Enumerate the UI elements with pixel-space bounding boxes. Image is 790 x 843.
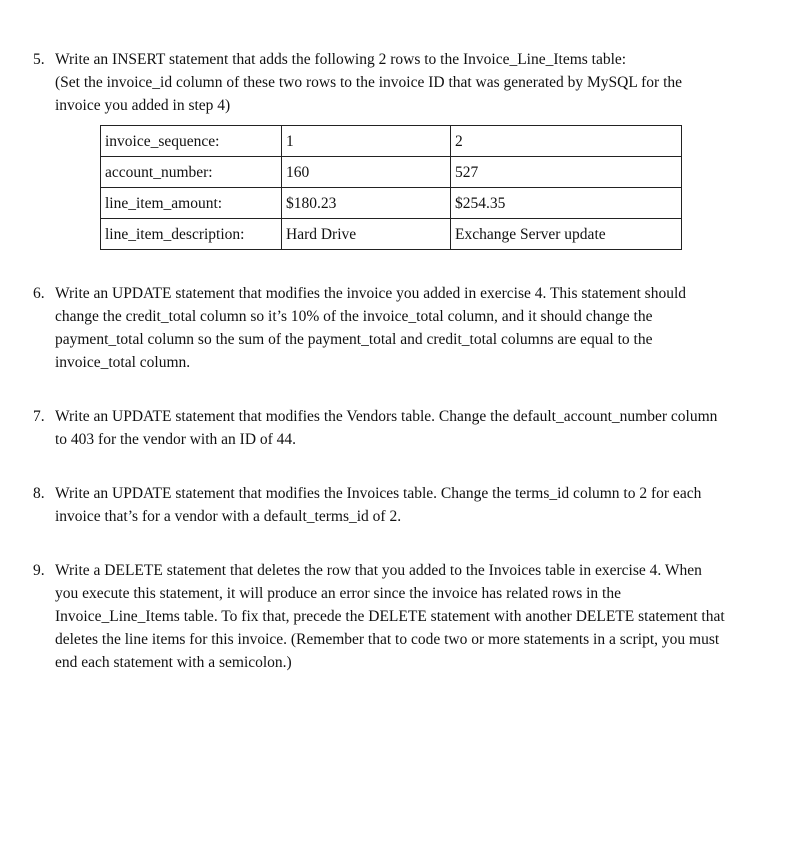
table-cell-field: account_number:	[101, 157, 282, 188]
question-text-line: payment_total column so the sum of the payment_total and credit_total columns are equal to the	[55, 331, 653, 348]
question-9	[33, 559, 763, 674]
table-cell-row2: 527	[451, 157, 682, 188]
table-cell-row1: $180.23	[282, 188, 451, 219]
table-cell-row2: Exchange Server update	[451, 219, 682, 250]
table-row	[101, 188, 682, 219]
question-text-line: invoice_total column.	[55, 354, 191, 371]
table-cell-row1: 160	[282, 157, 451, 188]
table-row	[101, 219, 682, 250]
question-number: 9.	[33, 562, 45, 579]
question-6	[33, 282, 763, 374]
table-cell-row1: Hard Drive	[282, 219, 451, 250]
question-text-line: invoice you added in step 4)	[55, 97, 231, 114]
question-number: 5.	[33, 51, 45, 68]
question-number: 7.	[33, 408, 45, 425]
question-text-line: you execute this statement, it will produce an error since the invoice has related rows in the	[55, 585, 621, 602]
question-text-line: end each statement with a semicolon.)	[55, 654, 292, 671]
question-5	[33, 48, 763, 117]
question-text-line: (Set the invoice_id column of these two rows to the invoice ID that was generated by MySQL for the	[55, 74, 683, 91]
question-text-line: Write an UPDATE statement that modifies the invoice you added in exercise 4. This statement should	[55, 285, 686, 302]
table-cell-field: invoice_sequence:	[101, 126, 282, 157]
question-8	[33, 482, 763, 528]
question-number: 8.	[33, 485, 45, 502]
table-cell-row2: 2	[451, 126, 682, 157]
question-text-line: Write an UPDATE statement that modifies the Vendors table. Change the default_account_number column	[55, 408, 718, 425]
table-cell-row1: 1	[282, 126, 451, 157]
table-row	[101, 126, 682, 157]
question-text-line: invoice that’s for a vendor with a default_terms_id of 2.	[55, 508, 402, 525]
table-cell-row2: $254.35	[451, 188, 682, 219]
table-cell-field: line_item_amount:	[101, 188, 282, 219]
question-text-line: to 403 for the vendor with an ID of 44.	[55, 431, 297, 448]
question-7	[33, 405, 763, 451]
table-row	[101, 157, 682, 188]
question-text-line: Write an UPDATE statement that modifies the Invoices table. Change the terms_id column to 2 for each	[55, 485, 702, 502]
line-items-table	[100, 125, 682, 250]
table-cell-field: line_item_description:	[101, 219, 282, 250]
question-number: 6.	[33, 285, 45, 302]
question-text-line: deletes the line items for this invoice. (Remember that to code two or more statements in a script, you must	[55, 631, 720, 648]
question-text-line: Write a DELETE statement that deletes the row that you added to the Invoices table in exercise 4. When	[55, 562, 702, 579]
question-text-line: Invoice_Line_Items table. To fix that, precede the DELETE statement with another DELETE statement that	[55, 608, 725, 625]
question-text-line: change the credit_total column so it’s 10% of the invoice_total column, and it should change the	[55, 308, 653, 325]
question-text-line: Write an INSERT statement that adds the following 2 rows to the Invoice_Line_Items table:	[55, 51, 627, 68]
